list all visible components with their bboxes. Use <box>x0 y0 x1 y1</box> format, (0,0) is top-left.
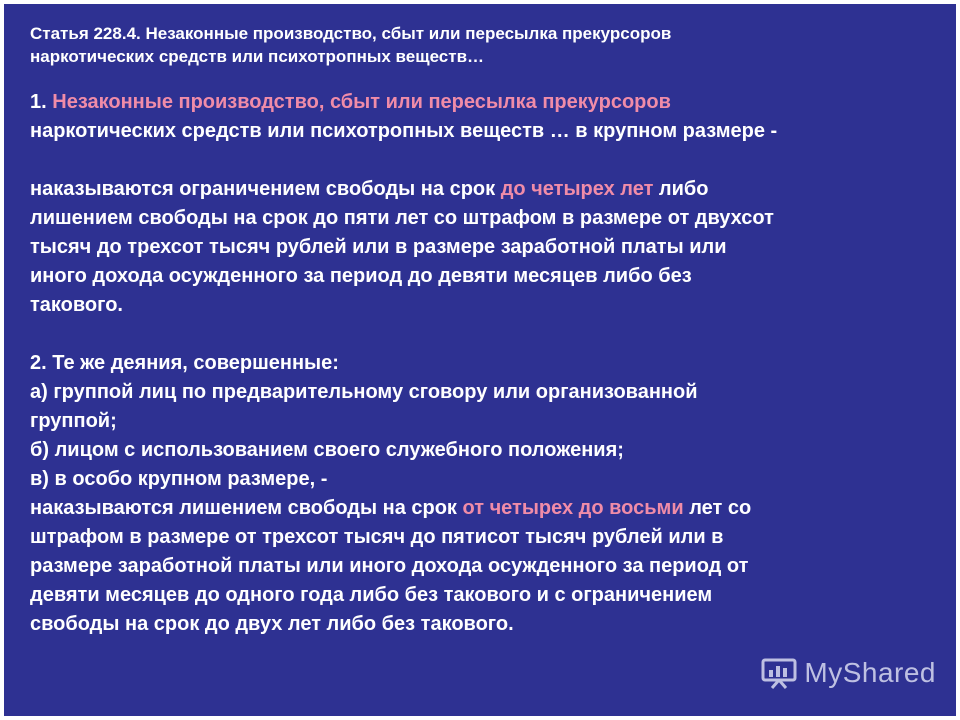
part-2-line-1: 2. Те же деяния, совершенные: <box>30 352 339 374</box>
paragraph-punishment-1 <box>30 175 940 320</box>
punishment-2-highlight: от четырех до восьми <box>462 497 684 519</box>
myshared-logo <box>760 656 936 690</box>
part-1-number: 1. <box>30 91 53 113</box>
slide-content <box>30 22 940 639</box>
part-2-line-4: б) лицом с использованием своего служебного положения; <box>30 439 624 461</box>
punishment-1-highlight: до четырех лет <box>500 178 654 200</box>
paragraph-punishment-2 <box>30 494 940 639</box>
punishment-1-post: либо <box>653 178 709 200</box>
presentation-board-icon <box>760 656 798 690</box>
paragraph-part-2 <box>30 349 940 494</box>
punishment-2-line-4: девяти месяцев до одного года либо без такового и с ограничением <box>30 584 713 606</box>
punishment-2-line-3: размере заработной платы или иного дохода осужденного за период от <box>30 555 749 577</box>
paragraph-part-1 <box>30 88 940 146</box>
part-1-highlight: Незаконные производство, сбыт или пересылка прекурсоров <box>52 91 671 113</box>
punishment-2-line-2: штрафом в размере от трехсот тысяч до пятисот тысяч рублей или в <box>30 526 724 548</box>
title-line-2: наркотических средств или психотропных веществ… <box>30 47 485 66</box>
punishment-1-line-2: лишением свободы на срок до пяти лет со штрафом в размере от двухсот <box>30 207 774 229</box>
punishment-1-line-5: такового. <box>30 294 123 316</box>
part-2-line-5: в) в особо крупном размере, - <box>30 468 328 490</box>
part-2-line-3: группой; <box>30 410 117 432</box>
punishment-2-pre: наказываются лишением свободы на срок <box>30 497 463 519</box>
article-title <box>30 22 940 68</box>
punishment-2-post: лет со <box>683 497 752 519</box>
punishment-1-line-3: тысяч до трехсот тысяч рублей или в размере заработной платы или <box>30 236 727 258</box>
part-2-line-2: а) группой лиц по предварительному сговору или организованной <box>30 381 698 403</box>
title-line-1: Статья 228.4. Незаконные производство, сбыт или пересылка прекурсоров <box>30 24 672 43</box>
punishment-1-pre: наказываются ограничением свободы на срок <box>30 178 501 200</box>
part-1-line-2: наркотических средств или психотропных веществ … в крупном размере - <box>30 120 778 142</box>
punishment-2-line-5: свободы на срок до двух лет либо без такового. <box>30 613 514 635</box>
slide <box>4 4 956 716</box>
logo-text: MyShared <box>804 657 936 688</box>
punishment-1-line-4: иного дохода осужденного за период до девяти месяцев либо без <box>30 265 692 287</box>
